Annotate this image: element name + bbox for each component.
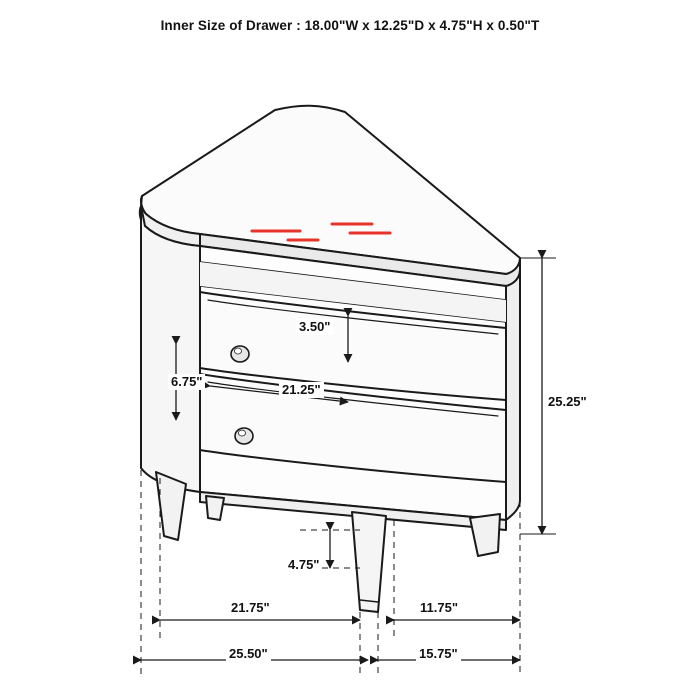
upper-drawer-knob xyxy=(231,346,249,362)
right-side-edge xyxy=(506,270,520,520)
leg-back-left xyxy=(206,496,224,520)
lower-drawer-knob xyxy=(235,428,253,444)
leg-front-center xyxy=(352,512,386,612)
page-title: Inner Size of Drawer : 18.00"W x 12.25"D x 4.75"H x 0.50"T xyxy=(160,18,540,33)
leg-back-right xyxy=(470,514,500,556)
dim-label-overall-height: 25.25" xyxy=(545,394,590,410)
dim-label-drawer-front-height: 3.50" xyxy=(296,319,333,335)
dim-label-side-depth: 11.75" xyxy=(417,600,461,616)
dim-label-drawer-width: 21.25" xyxy=(279,382,324,398)
left-side-panel xyxy=(141,206,200,492)
dim-label-lower-drawer-height: 6.75" xyxy=(168,374,205,390)
dim-label-front-width: 21.75" xyxy=(228,600,273,616)
dim-label-overall-front-width: 25.50" xyxy=(226,646,271,662)
dim-label-leg-height: 4.75" xyxy=(285,557,322,573)
dim-label-overall-side-depth: 15.75" xyxy=(416,646,461,662)
